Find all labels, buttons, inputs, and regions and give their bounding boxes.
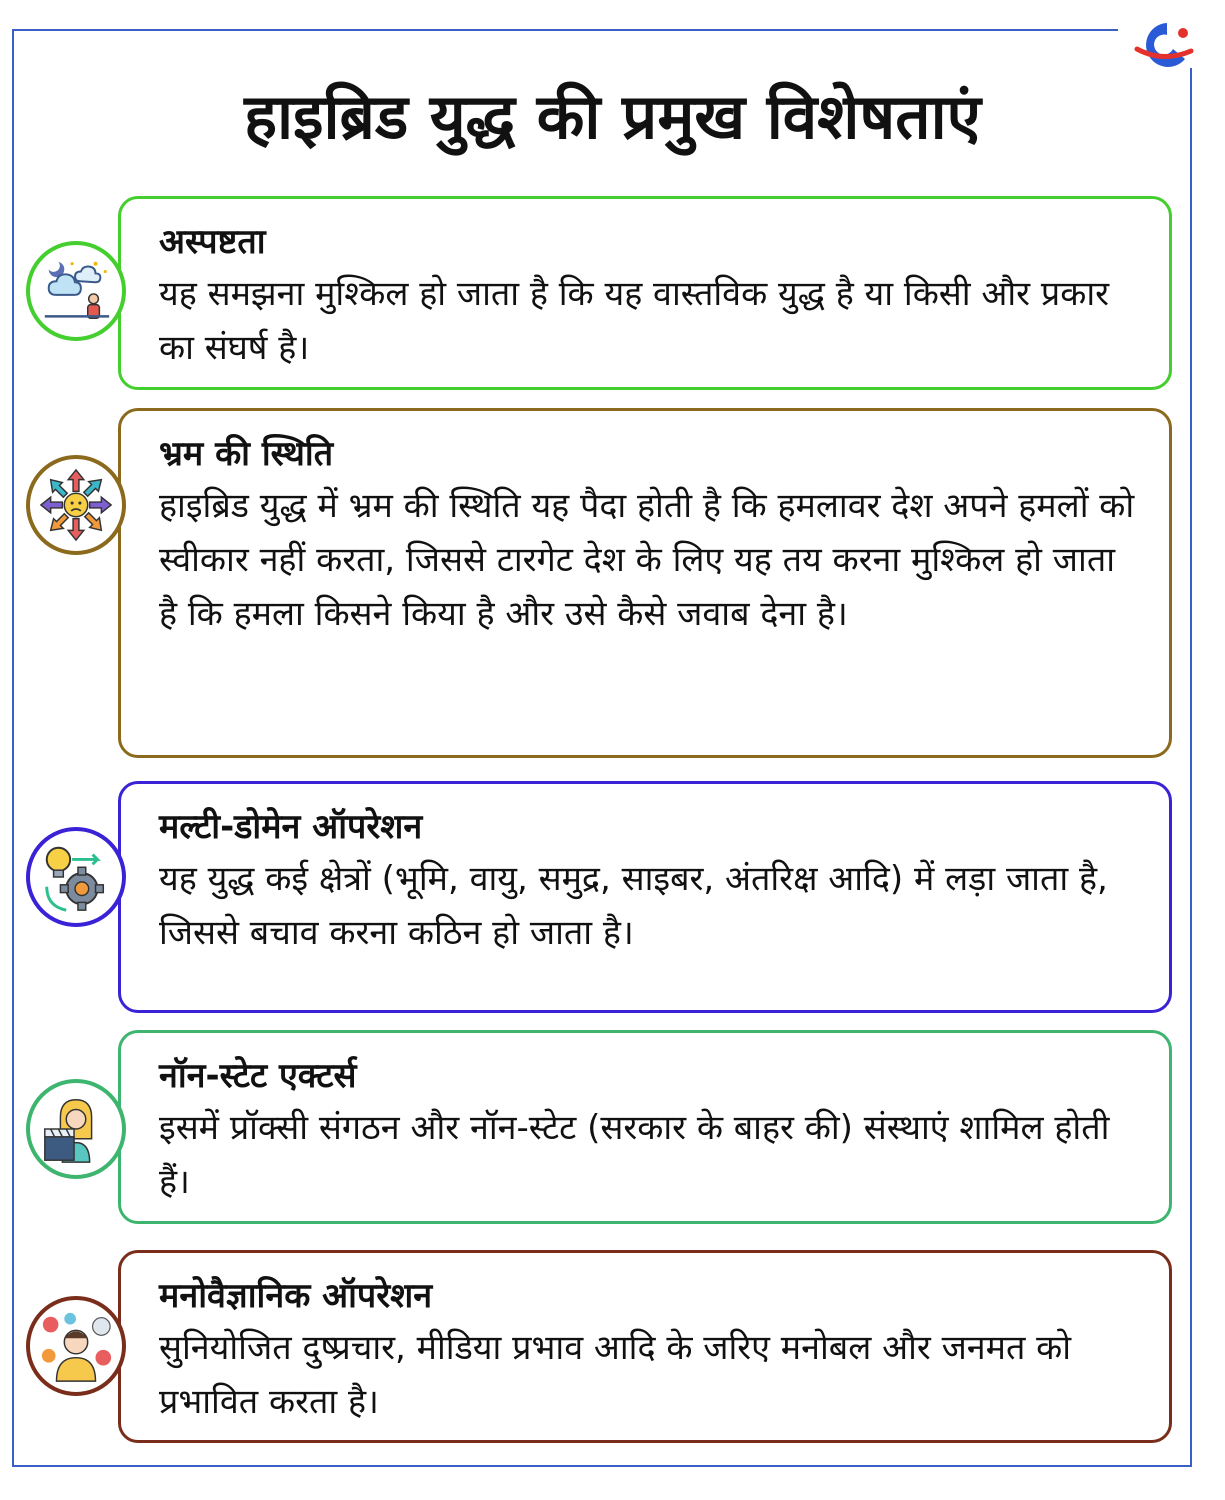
card-icon-badge bbox=[26, 455, 126, 555]
brand-logo-icon bbox=[1133, 19, 1197, 69]
cloudy-night-person-icon bbox=[37, 252, 115, 330]
speech-bubbles-person-icon bbox=[37, 1307, 115, 1385]
card-body: इसमें प्रॉक्सी संगठन और नॉन-स्टेट (सरकार के बाहर की) संस्थाएं शामिल होती हैं। bbox=[159, 1108, 1110, 1202]
card-icon-badge bbox=[26, 1079, 126, 1179]
card-heading: नॉन-स्टेट एक्टर्स bbox=[159, 1056, 357, 1096]
actress-clapperboard-icon bbox=[37, 1090, 115, 1168]
card-icon-badge bbox=[26, 241, 126, 341]
card-confusion bbox=[118, 408, 1172, 758]
card-heading: अस्पष्टता bbox=[159, 222, 266, 262]
lightbulb-gear-icon bbox=[37, 838, 115, 916]
card-body: सुनियोजित दुष्प्रचार, मीडिया प्रभाव आदि के जरिए मनोबल और जनमत को प्रभावित करता है। bbox=[159, 1328, 1072, 1422]
card-body: हाइब्रिड युद्ध में भ्रम की स्थिति यह पैदा होती है कि हमलावर देश अपने हमलों को स्वीकार नहीं करता, जिससे टारगेट देश के लिए यह तय करना मुश्किल हो जाता है कि हमला किसने किया है और उसे कैसे जवाब देना है। bbox=[159, 486, 1135, 634]
card-multi-domain bbox=[118, 781, 1172, 1013]
page-title: हाइब्रिड युद्ध की प्रमुख विशेषताएं bbox=[244, 80, 981, 153]
card-body: यह समझना मुश्किल हो जाता है कि यह वास्तविक युद्ध है या किसी और प्रकार का संघर्ष है। bbox=[159, 274, 1110, 368]
card-heading: भ्रम की स्थिति bbox=[159, 434, 334, 474]
card-body: यह युद्ध कई क्षेत्रों (भूमि, वायु, समुद्र, साइबर, अंतरिक्ष आदि) में लड़ा जाता है, जिससे बचाव करना कठिन हो जाता है। bbox=[159, 859, 1108, 953]
card-icon-badge bbox=[26, 827, 126, 927]
card-heading: मल्टी-डोमेन ऑपरेशन bbox=[159, 807, 423, 847]
card-non-state-actors bbox=[118, 1030, 1172, 1224]
card-heading: मनोवैज्ञानिक ऑपरेशन bbox=[159, 1276, 433, 1316]
card-icon-badge bbox=[26, 1296, 126, 1396]
card-psychological-operation bbox=[118, 1250, 1172, 1443]
card-ambiguity bbox=[118, 196, 1172, 390]
confused-face-arrows-icon bbox=[37, 466, 115, 544]
